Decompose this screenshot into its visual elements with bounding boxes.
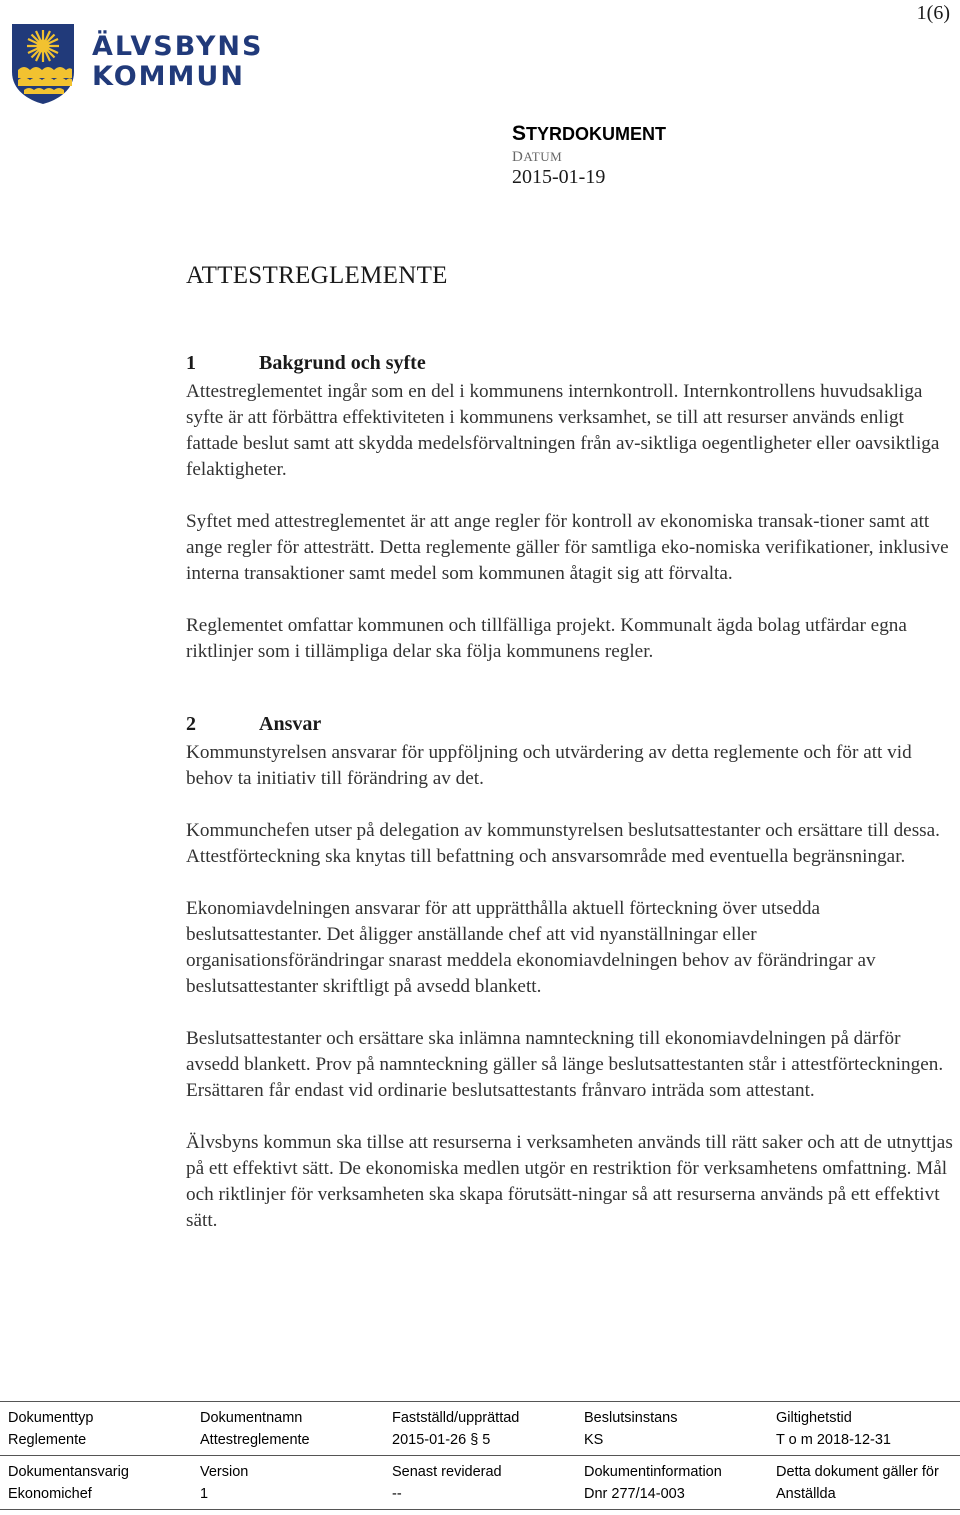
paragraph: Kommunstyrelsen ansvarar för uppföljning och utvärdering av detta reglemente och för att vid behov ta initiativ till förändring av det. xyxy=(186,742,912,789)
footer-value: Dnr 277/14-003 xyxy=(584,1486,685,1502)
footer-value: 1 xyxy=(200,1486,209,1502)
footer-value: Anställda xyxy=(776,1486,836,1502)
footer-label: Giltighetstid xyxy=(776,1410,852,1426)
footer-label: Beslutsinstans xyxy=(584,1410,678,1426)
footer-label: Dokumentinformation xyxy=(584,1464,722,1480)
paragraph: Reglementet omfattar kommunen och tillfälliga projekt. Kommunalt ägda bolag utfärdar egna riktlinjer som i tillämpliga delar ska följa kommunens regler. xyxy=(186,615,907,662)
page-number: 1(6) xyxy=(916,2,950,24)
logo-line-2: KOMMUN xyxy=(92,61,245,92)
section-heading xyxy=(186,352,956,375)
paragraph: Älvsbyns kommun ska tillse att resurserna i verksamheten används till rätt saker och att de utnyttjas på ett effektivt sätt. De ekonomiska medlen utgör en restriktion för verksamhetens omfattning. Mål och riktlinjer för verksamheten ska skapa förutsätt-ningar så att resurserna används på ett effektivt sätt. xyxy=(186,1132,953,1231)
paragraph: Kommunchefen utser på delegation av kommunstyrelsen beslutsattestanter och ersättare till dessa. Attestförteckning ska knytas till befattning och ansvarsområde med eventuella begränsningar. xyxy=(186,820,940,867)
document-body xyxy=(186,262,956,1234)
section-number: 2 xyxy=(186,713,196,735)
paragraph: Ekonomiavdelningen ansvarar för att upprätthålla aktuell förteckning över utsedda beslutsattestanter. Det åligger anställande chef att vid nyanställningar eller organisationsförändringar snarast meddela ekonomiavdelningen behov av förändringar av beslutsattestanter skriftligt på avsedd blankett. xyxy=(186,898,876,997)
date-value: 2015-01-19 xyxy=(512,166,606,188)
footer-value-row xyxy=(0,1482,960,1510)
section-ansvar xyxy=(186,713,956,1234)
footer-value-row xyxy=(0,1428,960,1456)
footer-value: Ekonomichef xyxy=(8,1486,92,1502)
footer-label: Senast reviderad xyxy=(392,1464,502,1480)
footer-label: Fastställd/upprättad xyxy=(392,1410,520,1426)
footer-label-row xyxy=(0,1402,960,1428)
footer-label: Dokumentnamn xyxy=(200,1410,303,1426)
paragraph: Beslutsattestanter och ersättare ska inlämna namnteckning till ekonomiavdelningen på därför avsedd blankett. Prov på namnteckning gäller så länge beslutsattestanten står i attestförteckningen. Ersättaren får endast vid ordinarie beslutsattestants frånvaro inträda som attestant. xyxy=(186,1028,944,1101)
section-title: Ansvar xyxy=(259,713,322,735)
footer-value: Reglemente xyxy=(8,1432,87,1448)
footer-value: T o m 2018-12-31 xyxy=(776,1432,891,1448)
section-bakgrund xyxy=(186,352,956,665)
date-label: DATUM xyxy=(512,149,563,165)
document-header xyxy=(512,122,666,189)
paragraph: Attestreglementet ingår som en del i kommunens internkontroll. Internkontrollens huvudsakliga syfte är att förbättra effektiviteten i kommunens verksamhet, se till att resurser används enligt fattade beslut samt att skydda medelsförvaltningen från av-siktliga oegentligheter eller oavsiktliga felaktigheter. xyxy=(186,381,940,480)
document-title: ATTESTREGLEMENTE xyxy=(186,262,448,289)
section-heading xyxy=(186,713,956,736)
footer-value: Attestreglemente xyxy=(200,1432,310,1448)
footer-value: KS xyxy=(584,1432,604,1448)
footer-label: Detta dokument gäller för xyxy=(776,1464,939,1480)
footer-value: 2015-01-26 § 5 xyxy=(392,1432,491,1448)
footer-label-row xyxy=(0,1456,960,1482)
section-title: Bakgrund och syfte xyxy=(259,352,426,374)
footer-value: -- xyxy=(392,1486,402,1502)
logo-line-1: ÄLVSBYNS xyxy=(92,31,264,62)
section-number: 1 xyxy=(186,352,196,374)
document-footer-table xyxy=(0,1401,960,1510)
paragraph: Syftet med attestreglementet är att ange regler för kontroll av ekonomiska transak-tioner samt att ange regler för attesträtt. Detta reglemente gäller för samtliga eko-nomiska verifikationer, inklusive interna transaktioner samt medel som kommunen åtagit sig att förvalta. xyxy=(186,511,949,584)
coat-of-arms-icon xyxy=(10,22,76,106)
footer-label: Dokumenttyp xyxy=(8,1410,94,1426)
footer-label: Dokumentansvarig xyxy=(8,1464,129,1480)
footer-label: Version xyxy=(200,1464,249,1480)
municipality-logo xyxy=(10,22,263,106)
document-type: STYRDOKUMENT xyxy=(512,122,667,145)
